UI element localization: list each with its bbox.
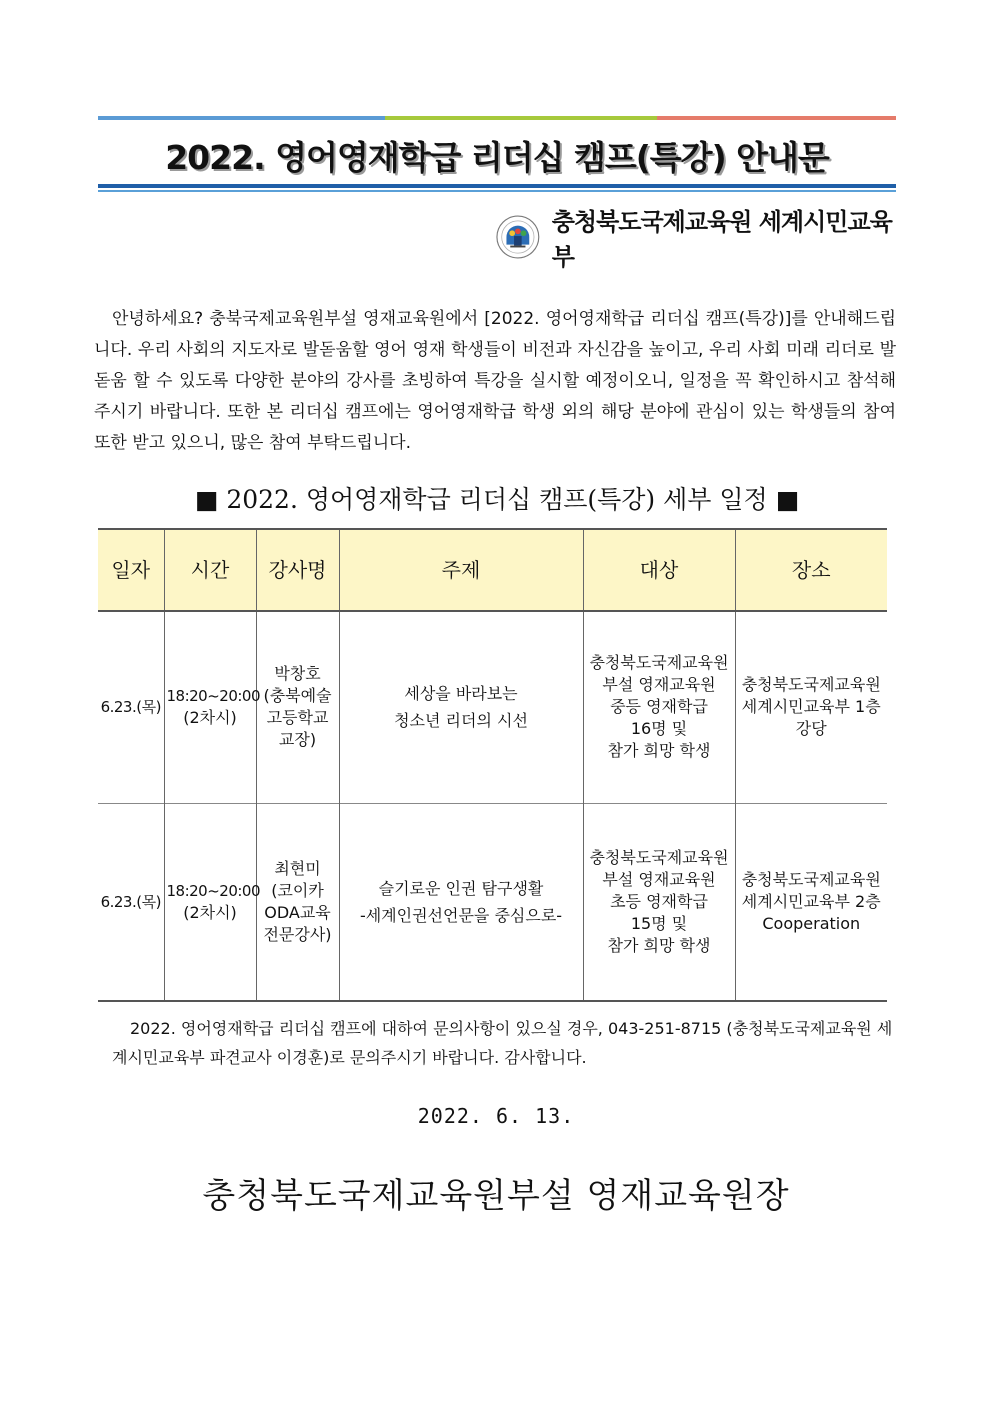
cell-topic: 슬기로운 인권 탐구생활 -세계인권선언문을 중심으로-: [339, 803, 583, 1001]
cell-date: 6.23.(목): [98, 611, 164, 803]
contact-paragraph: 2022. 영어영재학급 리더십 캠프에 대하여 문의사항이 있으실 경우, 043-251-8715 (충청북도국제교육원 세계시민교육부 파견교사 이경훈)로 문의주시기 바랍니다. 감사합니다.: [112, 1019, 893, 1067]
signer-name: 충청북도국제교육원부설 영재교육원장: [202, 1176, 790, 1216]
header-instructor: 강사명: [256, 529, 339, 611]
schedule-table: [98, 528, 887, 1002]
title-underline: [98, 184, 896, 192]
cell-target: 충청북도국제교육원 부설 영재교육원 초등 영재학급 15명 및 참가 희망 학생: [583, 803, 735, 1001]
cell-time: 18:20~20:00 (2차시): [164, 803, 256, 1001]
header-place: 장소: [735, 529, 887, 611]
top-bar-blue: [98, 116, 385, 120]
table-header-row: [98, 529, 887, 611]
cell-place: 충청북도국제교육원 세계시민교육부 2층 Cooperation: [735, 803, 887, 1001]
cell-target: 충청북도국제교육원 부설 영재교육원 중등 영재학급 16명 및 참가 희망 학생: [583, 611, 735, 803]
cell-date: 6.23.(목): [98, 803, 164, 1001]
cell-instructor: 최현미 (코이카 ODA교육 전문강사): [256, 803, 339, 1001]
header-time: 시간: [164, 529, 256, 611]
document-date: 2022. 6. 13.: [417, 1104, 575, 1128]
cell-topic: 세상을 바라보는 청소년 리더의 시선: [339, 611, 583, 803]
schedule-title: ■ 2022. 영어영재학급 리더십 캠프(특강) 세부 일정 ■: [194, 485, 800, 514]
top-bar-red: [657, 116, 896, 120]
organization-header: [496, 208, 896, 271]
header-topic: 주제: [339, 529, 583, 611]
top-bar-green: [385, 116, 656, 120]
document-title: 2022. 영어영재학급 리더십 캠프(특강) 안내문: [165, 138, 829, 177]
table-row: [98, 803, 887, 1001]
top-color-bar: [98, 116, 896, 120]
header-target: 대상: [583, 529, 735, 611]
cell-time: 18:20~20:00 (2차시): [164, 611, 256, 803]
organization-name: 충청북도국제교육원 세계시민교육부: [551, 208, 892, 271]
table-row: [98, 611, 887, 803]
cell-instructor: 박창호 (충북예술 고등학교 교장): [256, 611, 339, 803]
seal-icon: [496, 214, 540, 260]
cell-place: 충청북도국제교육원 세계시민교육부 1층 강당: [735, 611, 887, 803]
header-date: 일자: [98, 529, 164, 611]
intro-paragraph: 안녕하세요? 충북국제교육원부설 영재교육원에서 [2022. 영어영재학급 리더십 캠프(특강)]를 안내해드립니다. 우리 사회의 지도자로 발돋움할 영어 영재 학생들이 비전과 자신감을 높이고, 우리 사회 미래 리더로 발돋움 할 수 있도록 다양한 분야의 강사를 초빙하여 특강을 실시할 예정이오니, 일정을 꼭 확인하시고 참석해주시기 바랍니다. 또한 본 리더십 캠프에는 영어영재학급 학생 외의 해당 분야에 관심이 있는 학생들의 참여 또한 받고 있으니, 많은 참여 부탁드립니다.: [94, 309, 896, 453]
